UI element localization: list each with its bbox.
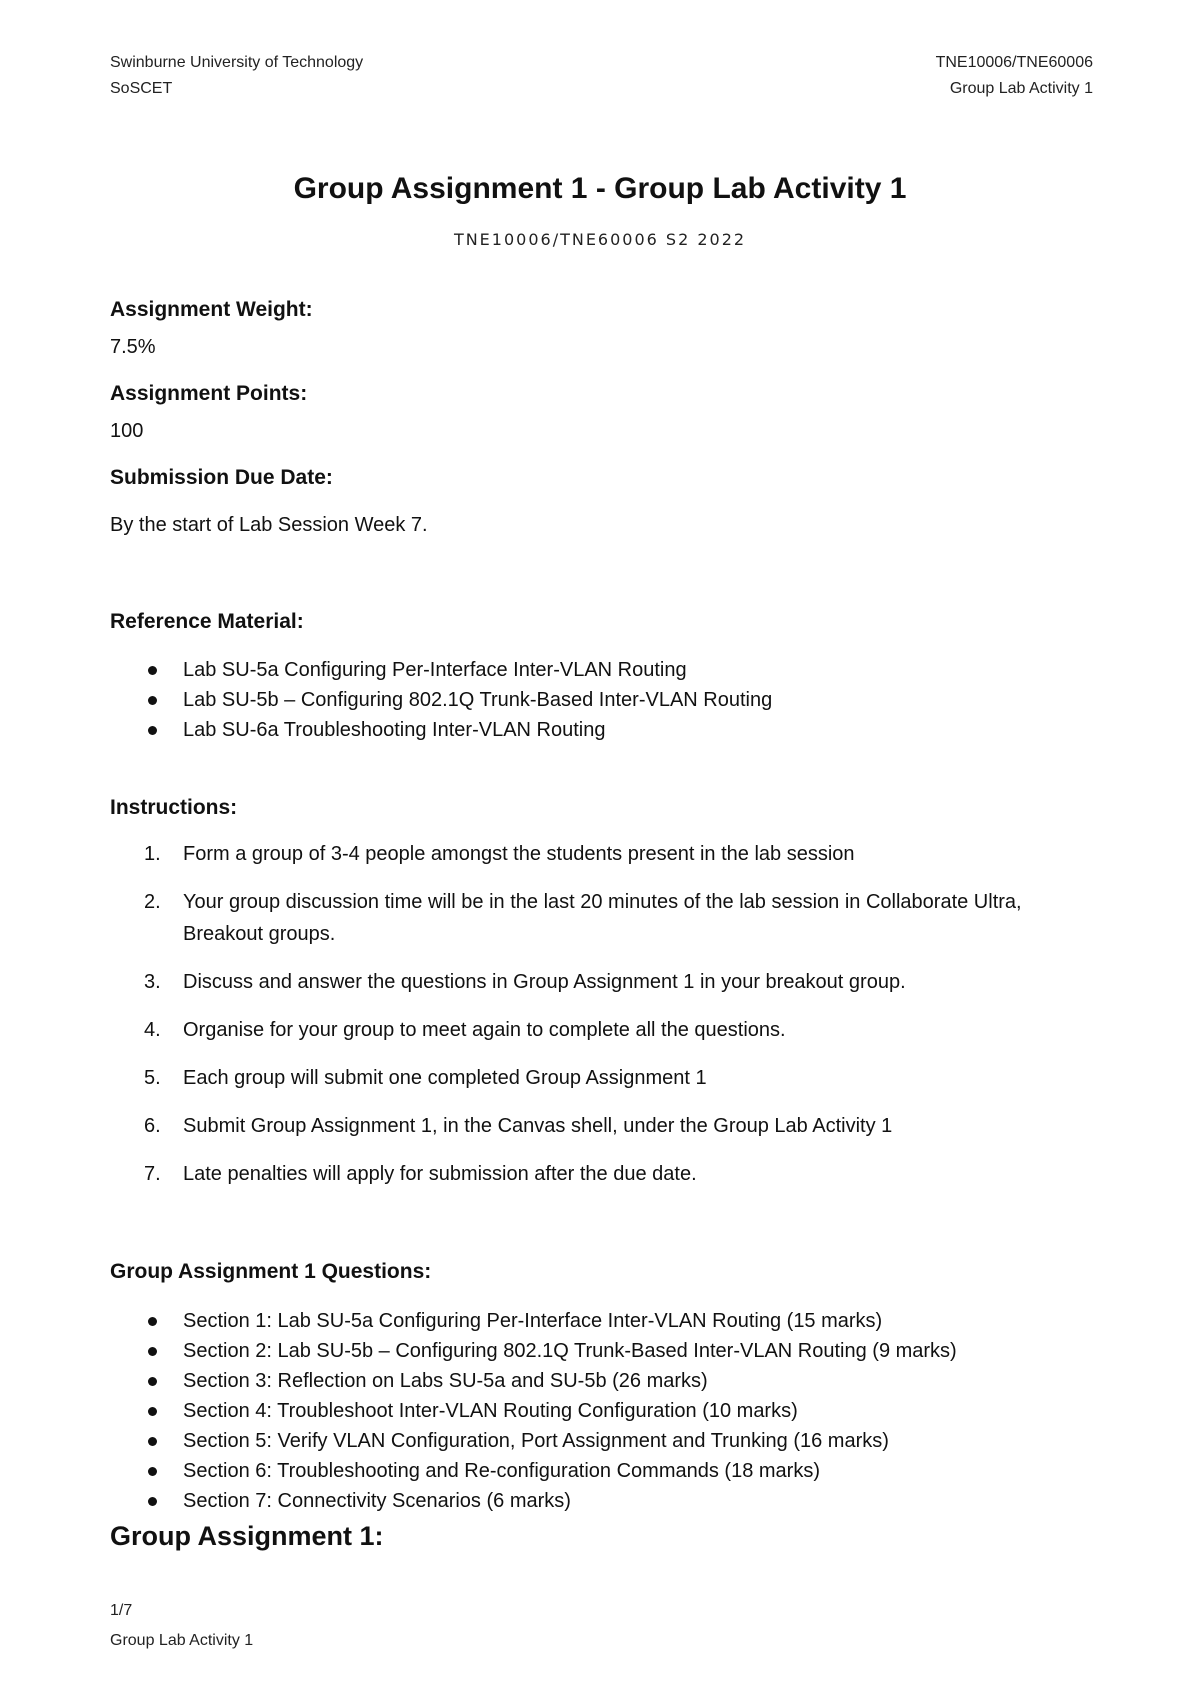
bullet-icon [148,1467,157,1476]
page-footer [110,1596,253,1656]
list-item: Lab SU-5b – Configuring 802.1Q Trunk-Based Inter-VLAN Routing [110,685,772,715]
points-label: Assignment Points: [110,382,308,405]
weight-value: 7.5% [110,336,156,358]
questions-list [110,1306,957,1516]
list-item: Section 2: Lab SU-5b – Configuring 802.1Q Trunk-Based Inter-VLAN Routing (9 marks) [110,1336,957,1366]
list-item: 2. Your group discussion time will be in the last 20 minutes of the lab session in Collaborate Ultra, Breakout groups. [144,891,1022,945]
bullet-icon [148,1497,157,1506]
document-subtitle: TNE10006/TNE60006 S2 2022 [453,230,747,249]
list-item: Lab SU-5a Configuring Per-Interface Inter-VLAN Routing [110,655,772,685]
list-item: Lab SU-6a Troubleshooting Inter-VLAN Routing [110,715,772,745]
list-item: 5. Each group will submit one completed Group Assignment 1 [144,1067,707,1089]
bullet-icon [148,1377,157,1386]
due-date-label: Submission Due Date: [110,466,333,489]
due-date-value: By the start of Lab Session Week 7. [110,514,428,536]
weight-label: Assignment Weight: [110,298,313,321]
list-item: 4. Organise for your group to meet again to complete all the questions. [144,1019,786,1041]
reference-list [110,655,772,745]
reference-label: Reference Material: [110,610,304,633]
instructions-list [110,838,1070,1206]
list-item: Section 7: Connectivity Scenarios (6 marks) [110,1486,957,1516]
points-value: 100 [110,420,144,442]
list-item: Section 1: Lab SU-5a Configuring Per-Interface Inter-VLAN Routing (15 marks) [110,1306,957,1336]
footer-label: Group Lab Activity 1 [110,1632,254,1649]
instructions-label: Instructions: [110,796,238,819]
list-item: Section 4: Troubleshoot Inter-VLAN Routing Configuration (10 marks) [110,1396,957,1426]
page-header-right [936,50,1093,102]
school-name: SoSCET [110,80,173,97]
unit-code: TNE10006/TNE60006 [935,54,1093,71]
bullet-icon [148,1437,157,1446]
list-item: Section 3: Reflection on Labs SU-5a and SU-5b (26 marks) [110,1366,957,1396]
page-header-left [110,50,363,102]
section-heading: Group Assignment 1: [110,1521,384,1551]
list-item: Section 5: Verify VLAN Configuration, Port Assignment and Trunking (16 marks) [110,1426,957,1456]
list-item: 1. Form a group of 3-4 people amongst the students present in the lab session [144,843,855,865]
bullet-icon [148,1407,157,1416]
page-number: 1/7 [110,1602,133,1619]
questions-label: Group Assignment 1 Questions: [110,1260,432,1283]
bullet-icon [148,726,157,735]
list-item: Section 6: Troubleshooting and Re-configuration Commands (18 marks) [110,1456,957,1486]
bullet-icon [148,696,157,705]
list-item: 6. Submit Group Assignment 1, in the Canvas shell, under the Group Lab Activity 1 [144,1115,893,1137]
list-item: 7. Late penalties will apply for submission after the due date. [144,1163,697,1185]
bullet-icon [148,666,157,675]
bullet-icon [148,1347,157,1356]
list-item: 3. Discuss and answer the questions in Group Assignment 1 in your breakout group. [144,971,906,993]
document-title: Group Assignment 1 - Group Lab Activity 1 [293,172,907,205]
activity-name: Group Lab Activity 1 [949,80,1093,97]
bullet-icon [148,1317,157,1326]
university-name: Swinburne University of Technology [110,54,364,71]
